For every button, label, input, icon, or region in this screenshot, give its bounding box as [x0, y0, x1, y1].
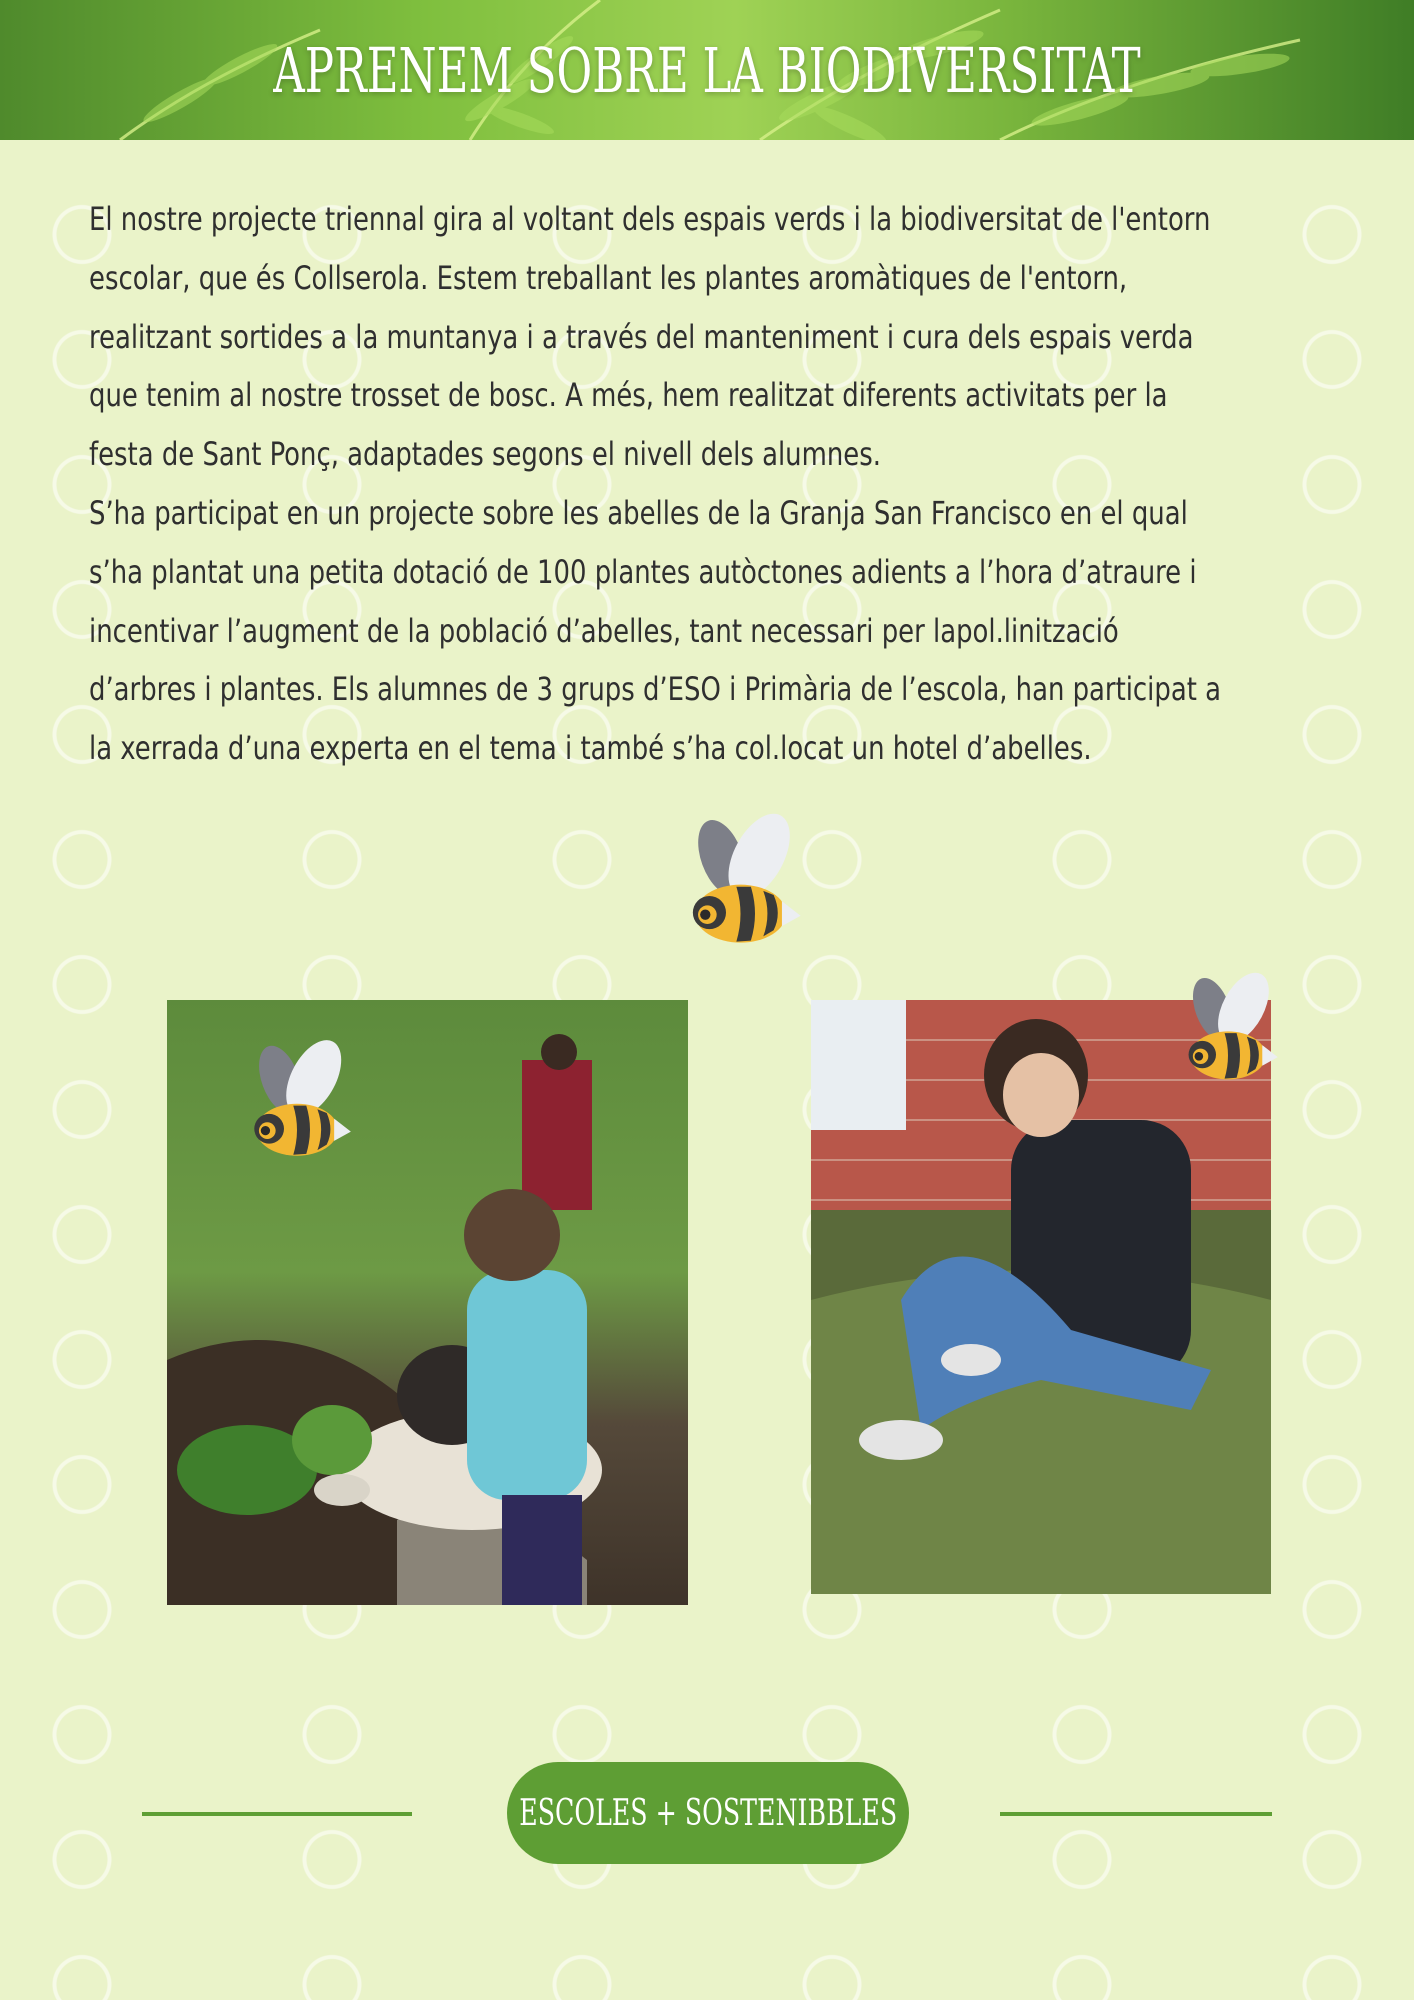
footer-badge-label: ESCOLES + SOSTENIBBLES [519, 1792, 897, 1834]
bee-icon [1168, 968, 1288, 1088]
photo-student-weeding [811, 1000, 1271, 1594]
body-text [89, 190, 1223, 778]
bee-icon [668, 808, 813, 953]
footer-badge [507, 1762, 909, 1864]
paragraph-project: El nostre projecte triennal gira al voltant dels espais verds i la biodiversitat de l'entorn escolar, que és Collserola. Estem treballant les plantes aromàtiques de l'entorn, realitzant sortides a la muntanya i a través del manteniment i cura dels espais verda que tenim al nostre trosset de bosc. A més, hem realitzat diferents activitats per la festa de Sant Ponç, adaptades segons el nivell dels alumnes. [89, 200, 1211, 474]
bee-icon [232, 1035, 362, 1165]
paragraph-bees: S’ha participat en un projecte sobre les abelles de la Granja San Francisco en el qual s’ha plantat una petita dotació de 100 plantes autòctones adients a l’hora d’atraure i incentivar l’augment de la població d’abelles, tant necessari per lapol.linització d’arbres i plantes. Els alumnes de 3 grups d’ESO i Primària de l’escola, han participat a la xerrada d’una experta en el tema i també s’ha col.locat un hotel d’abelles. [89, 493, 1221, 768]
footer-divider-right [1000, 1812, 1272, 1816]
page-title: APRENEM SOBRE LA BIODIVERSITAT [273, 34, 1141, 107]
footer-divider-left [142, 1812, 412, 1816]
header-banner [0, 0, 1414, 140]
